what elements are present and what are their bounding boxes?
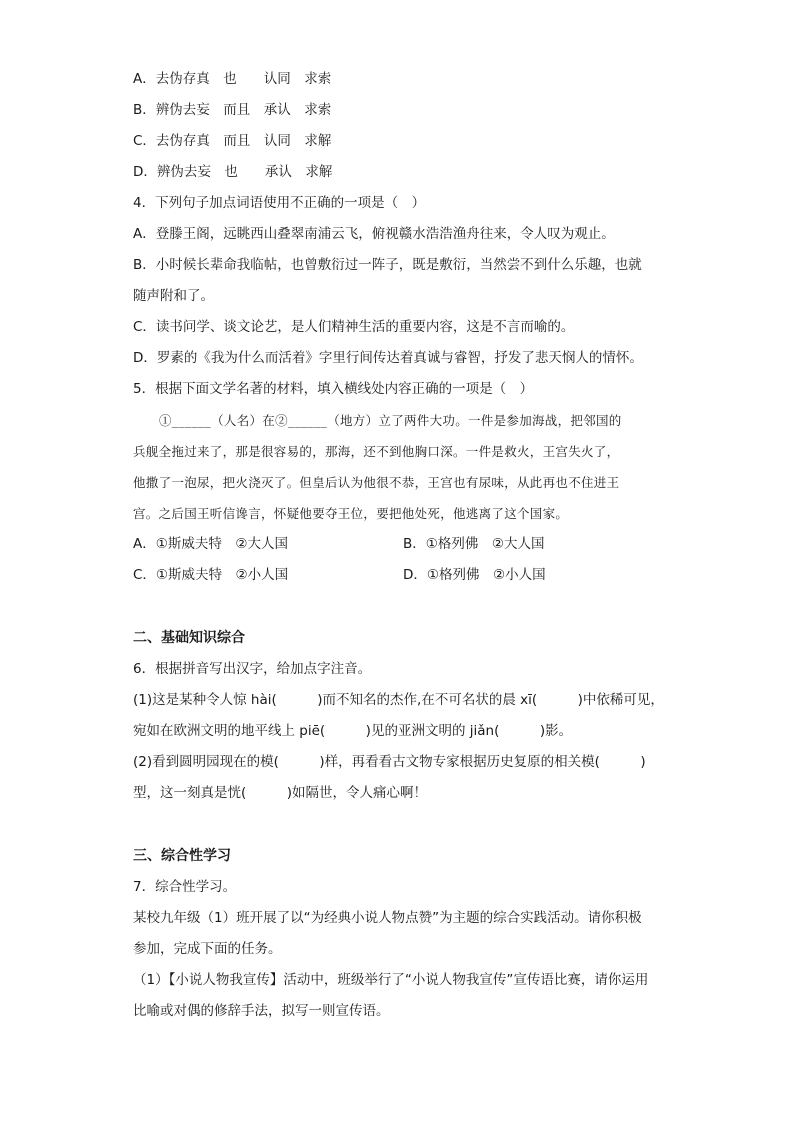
q3-option-c: C．去伪存真 而且 认同 求解: [133, 133, 332, 149]
q5-option-a: A．①斯威夫特 ②大人国: [133, 536, 288, 552]
q6-part1-line2: 宛如在欧洲文明的地平线上 piē( )见的亚洲文明的 jiǎn( )影。: [133, 723, 573, 739]
q5-options-row-2: [133, 560, 673, 591]
q4-option-a: A．登滕王阁，远眺西山叠翠南浦云飞，俯视赣水浩浩渔舟往来，令人叹为观止。: [133, 226, 615, 242]
q3-option-a: A．去伪存真 也 认同 求索: [133, 71, 332, 87]
q7-task1-line1: （1）【小说人物我宣传】活动中，班级举行了“小说人物我宣传”宣传语比赛，请你运用: [133, 972, 649, 988]
q5-option-d: D．①格列佛 ②小人国: [403, 567, 546, 583]
q4-option-d: D．罗素的《我为什么而活着》字里行间传达着真诚与睿智，抒发了悲天悯人的情怀。: [133, 350, 643, 366]
q4-option-b-line1: B．小时候长辈命我临帖，也曾敷衍过一阵子，既是敷衍，当然尝不到什么乐趣，也就: [133, 257, 642, 273]
q3-option-d: D．辨伪去妄 也 承认 求解: [133, 164, 333, 180]
q5-passage-line: 宫。之后国王听信谗言，怀疑他要夺王位，要把他处死，他逃离了这个国家。: [133, 506, 569, 521]
q5-option-b: B．①格列佛 ②大人国: [403, 536, 545, 552]
section-title: 二、基础知识综合: [133, 630, 245, 646]
q7-task1-line2: 比喻或对偶的修辞手法，拟写一则宣传语。: [133, 1003, 390, 1019]
q6-part2-line1: (2)看到圆明园现在的模( )样，再看看古文物专家根据历史复原的相关模( ): [133, 754, 646, 770]
q7-stem: 7．综合性学习。: [133, 879, 237, 895]
q5-option-c: C．①斯威夫特 ②小人国: [133, 567, 289, 583]
q4-option-c: C．读书问学、谈文论艺，是人们精神生活的重要内容，这是不言而喻的。: [133, 319, 575, 335]
section-title: 三、综合性学习: [133, 848, 231, 864]
q6-stem: 6．根据拼音写出汉字，给加点字注音。: [133, 661, 372, 677]
q4-stem: 4．下列句子加点词语使用不正确的一项是（ ）: [133, 195, 426, 211]
q5-passage-line: 他撒了一泡尿，把火浇灭了。但皇后认为他很不恭，王宫也有尿味，从此再也不住进王: [133, 475, 620, 490]
q4-option-b-line2: 随声附和了。: [133, 288, 214, 304]
q5-passage-line: ①______（人名）在②______（地方）立了两件大功。一件是参加海战，把邻国的: [159, 413, 622, 428]
q6-part2-line2: 型，这一刻真是恍( )如隔世，令人痛心啊！: [133, 785, 428, 801]
q5-options-row-1: [133, 529, 673, 560]
q7-intro-line1: 某校九年级（1）班开展了以“为经典小说人物点赞”为主题的综合实践活动。请你积极: [133, 910, 642, 926]
q6-part1-line1: (1)这是某种令人惊 hài( )而不知名的杰作,在不可名状的晨 xī( )中依稀可见，: [133, 692, 664, 708]
q3-option-b: B．辨伪去妄 而且 承认 求索: [133, 102, 332, 118]
exam-page: [133, 64, 673, 1027]
q5-stem: 5．根据下面文学名著的材料，填入横线处内容正确的一项是（ ）: [133, 381, 534, 397]
q7-intro-line2: 参加，完成下面的任务。: [133, 941, 282, 957]
q5-passage-line: 兵舰全拖过来了，那是很容易的，那海，还不到他胸口深。一件是救火，王宫失火了，: [133, 444, 620, 459]
